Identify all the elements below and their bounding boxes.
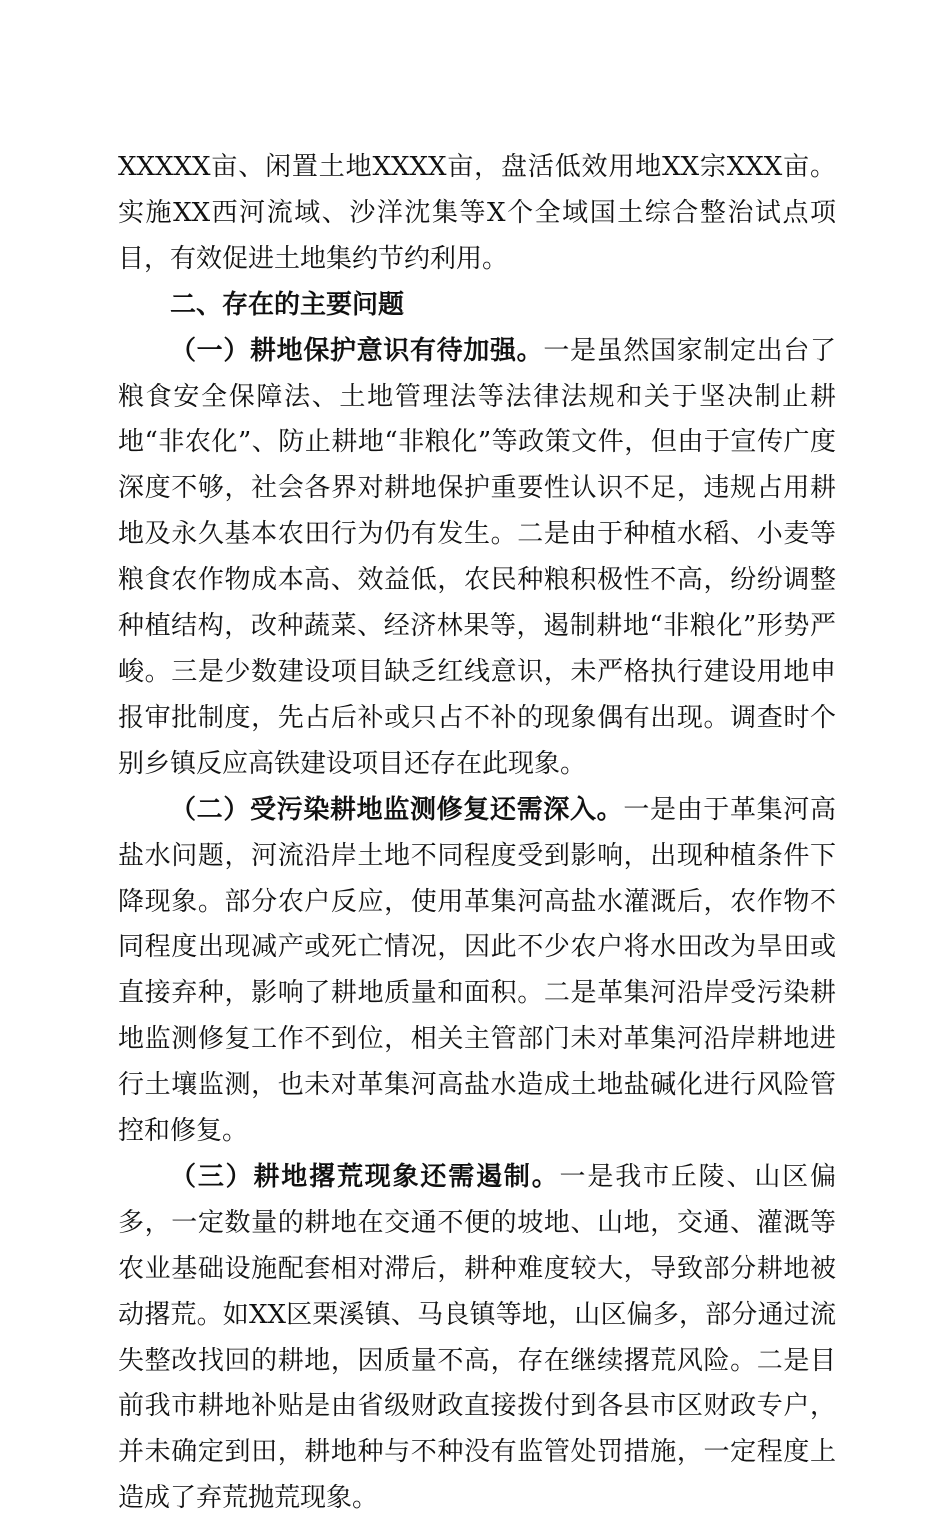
- issue-body-3: 一是我市丘陵、山区偏多，一定数量的耕地在交通不便的坡地、山地，交通、灌溉等农业基础设施配套相对滞后，耕种难度较大，导致部分耕地被动撂荒。如XX区栗溪镇、马良镇等地，山区偏多，部分通过流失整改找回的耕地，因质量不高，存在继续撂荒风险。二是目前我市耕地补贴是由省级财政直接拨付到各县市区财政专户，并未确定到田，耕地种与不种没有监管处罚措施，一定程度上造成了弃荒抛荒现象。: [118, 1161, 836, 1514]
- issue-heading-2: （二）受污染耕地监测修复还需深入。: [170, 794, 624, 825]
- document-body: [118, 145, 836, 1522]
- issue-heading-1: （一）耕地保护意识有待加强。: [170, 335, 544, 366]
- issue-paragraph-1: [118, 329, 836, 788]
- issue-body-2: 一是由于革集河高盐水问题，河流沿岸土地不同程度受到影响，出现种植条件下降现象。部分农户反应，使用革集河高盐水灌溉后，农作物不同程度出现减产或死亡情况，因此不少农户将水田改为旱田或直接弃种，影响了耕地质量和面积。二是革集河沿岸受污染耕地监测修复工作不到位，相关主管部门未对革集河沿岸耕地进行土壤监测，也未对革集河高盐水造成土地盐碱化进行风险管控和修复。: [118, 794, 836, 1147]
- issue-body-1: 一是虽然国家制定出台了粮食安全保障法、土地管理法等法律法规和关于坚决制止耕地“非农化”、防止耕地“非粮化”等政策文件，但由于宣传广度深度不够，社会各界对耕地保护重要性认识不足，违规占用耕地及永久基本农田行为仍有发生。二是由于种植水稻、小麦等粮食农作物成本高、效益低，农民种粮积极性不高，纷纷调整种植结构，改种蔬菜、经济林果等，遏制耕地“非粮化”形势严峻。三是少数建设项目缺乏红线意识，未严格执行建设用地申报审批制度，先占后补或只占不补的现象偶有出现。调查时个别乡镇反应高铁建设项目还存在此现象。: [118, 335, 836, 779]
- issue-paragraph-2: [118, 788, 836, 1155]
- issue-paragraph-3: [118, 1155, 836, 1522]
- intro-paragraph: XXXXX亩、闲置土地XXXX亩，盘活低效用地XX宗XXX亩。实施XX西河流域、沙洋沈集等X个全域国土综合整治试点项目，有效促进土地集约节约利用。: [118, 152, 836, 274]
- section-heading: 二、存在的主要问题: [170, 289, 405, 320]
- issue-heading-3: （三）耕地撂荒现象还需遏制。: [170, 1161, 560, 1192]
